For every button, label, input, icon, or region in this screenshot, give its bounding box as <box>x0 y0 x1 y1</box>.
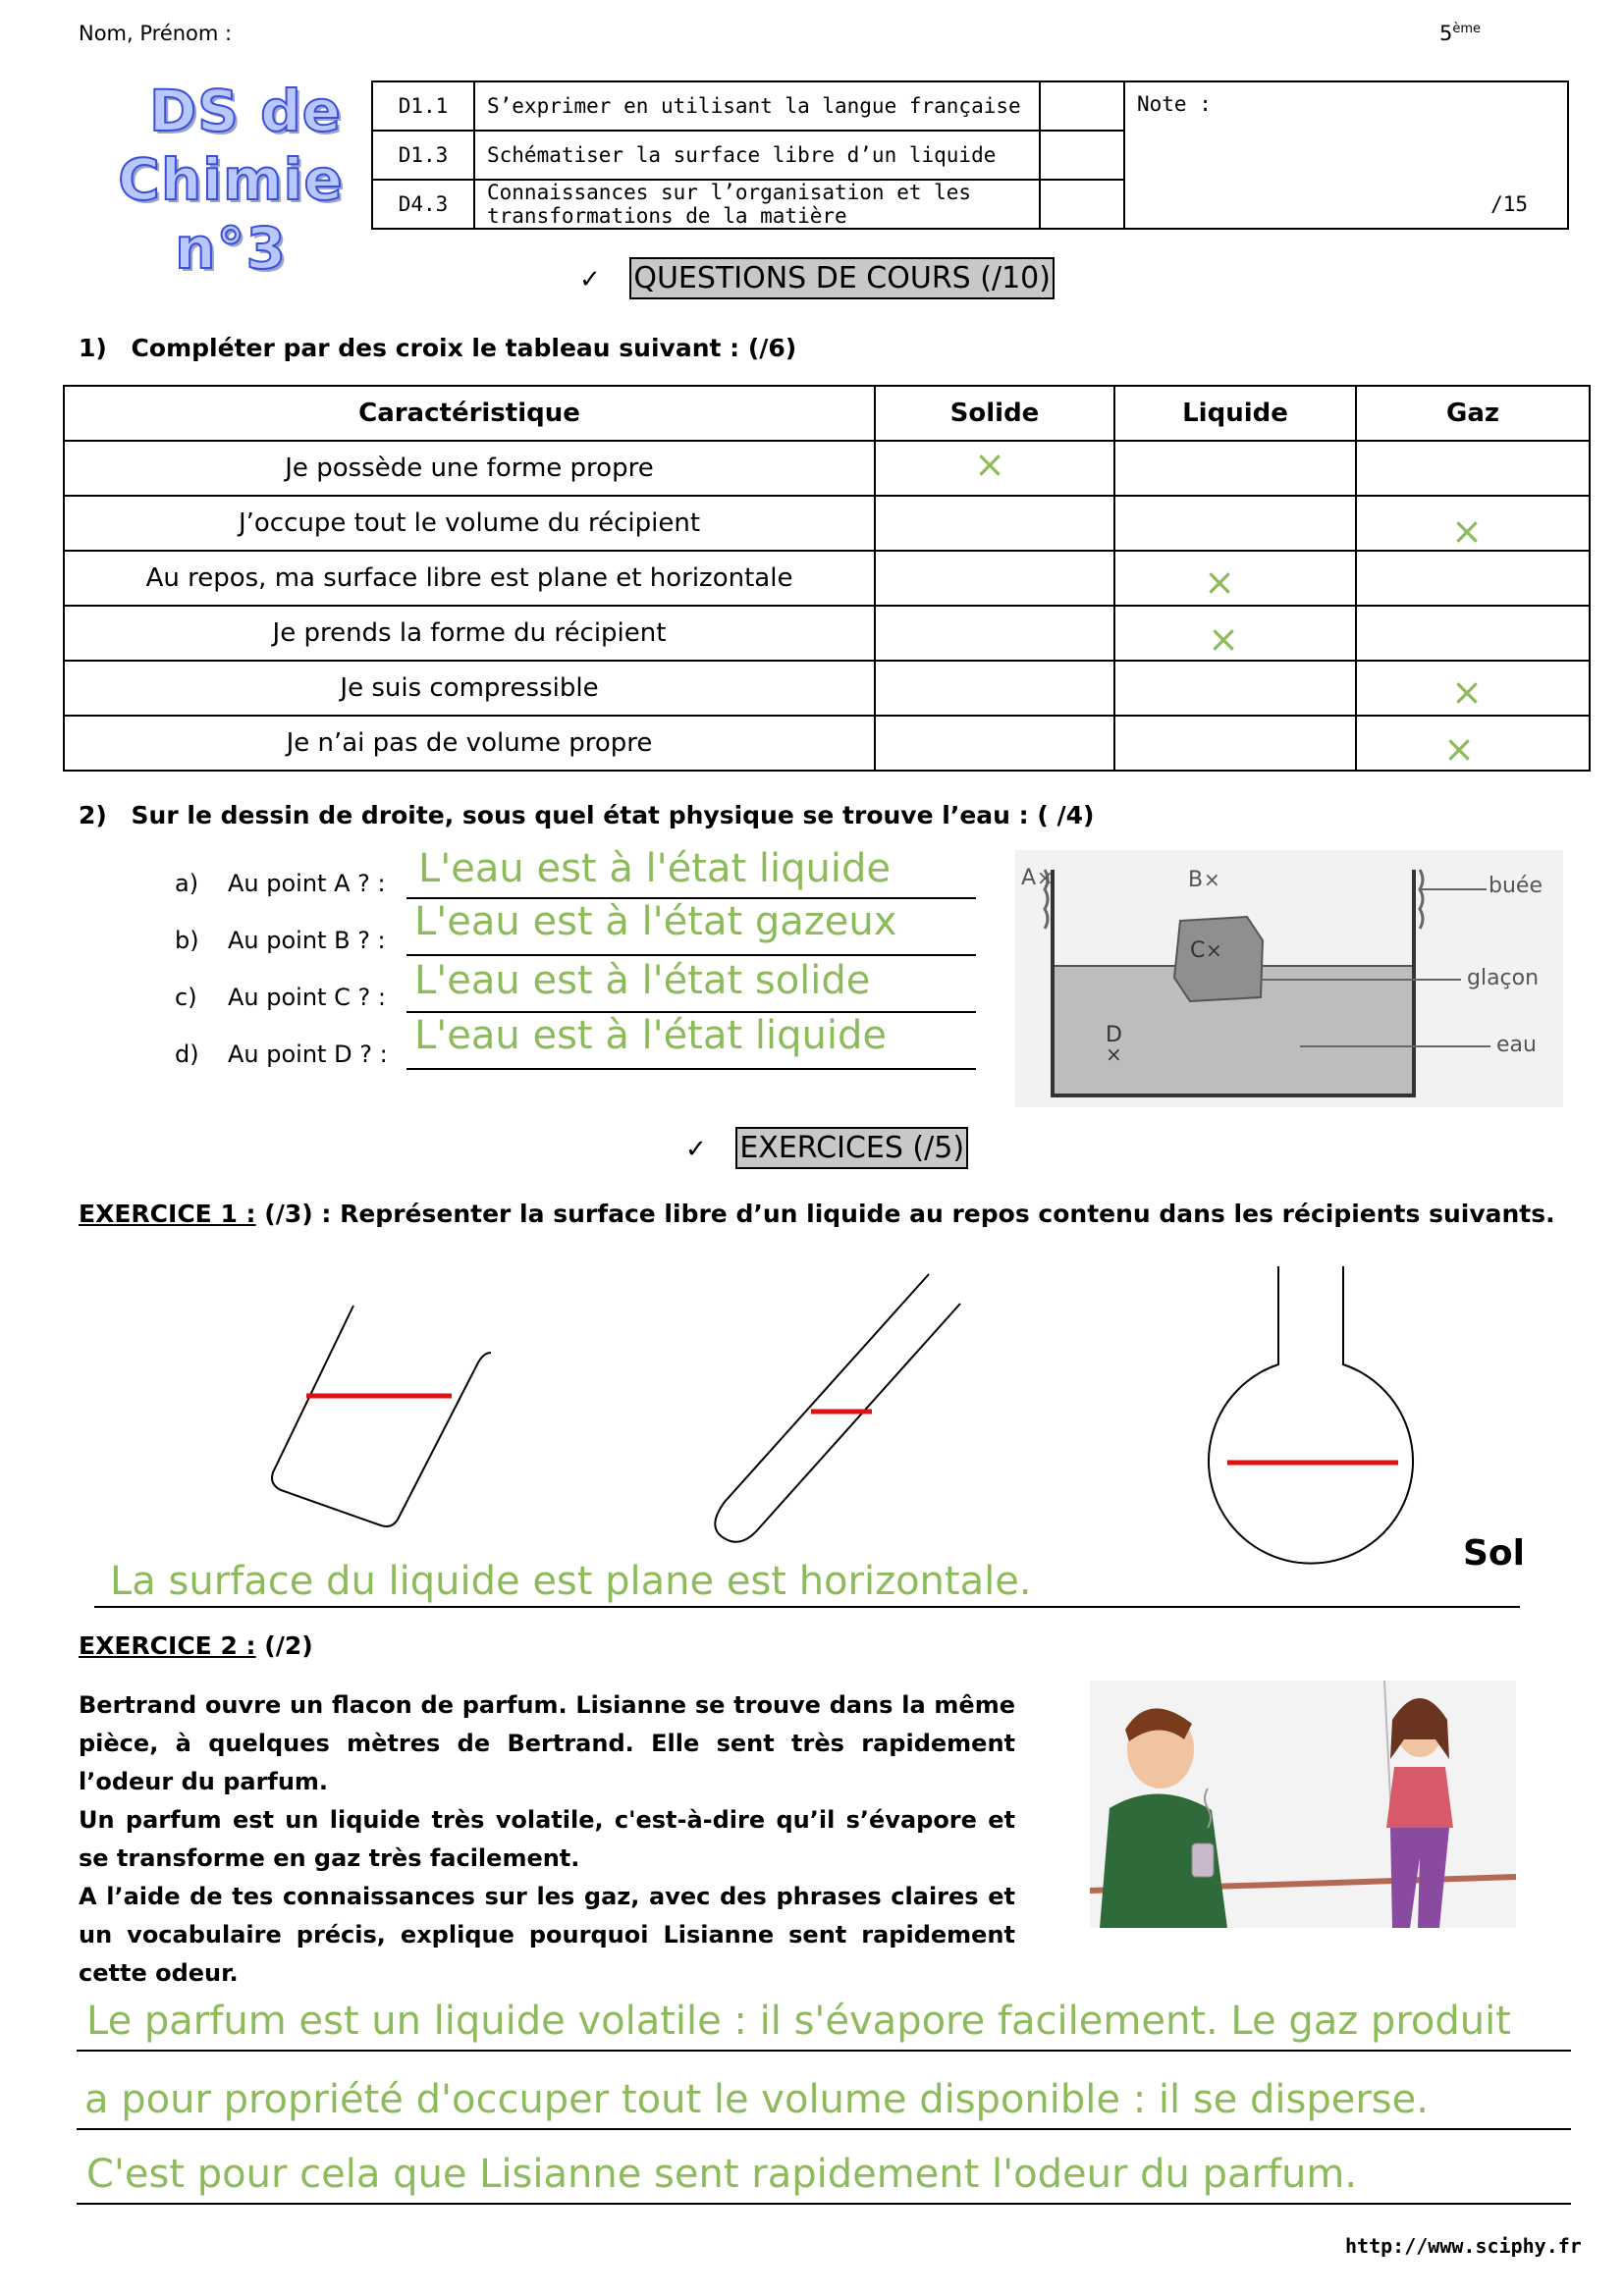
cell-gas[interactable] <box>1356 496 1590 551</box>
perfume-illustration <box>1090 1681 1516 1928</box>
girl-pants <box>1390 1828 1449 1928</box>
ice-water-figure <box>1015 850 1563 1107</box>
competency-code: D4.3 <box>372 180 474 229</box>
paragraph-line: pièce, à quelques mètres de Bertrand. Elle sent très rapidement <box>79 1730 1015 1757</box>
footer-url[interactable]: http://www.sciphy.fr <box>1345 2234 1582 2258</box>
row-label: Je possède une forme propre <box>64 441 875 496</box>
tilted-test-tube <box>715 1274 960 1542</box>
cross-mark: × <box>974 443 1005 486</box>
answer-line[interactable] <box>406 846 976 899</box>
note-label: Note : <box>1124 81 1568 180</box>
question-2 <box>79 801 1094 829</box>
competency-code: D1.3 <box>372 131 474 180</box>
cell-gas[interactable] <box>1356 661 1590 716</box>
cross-mark: × <box>1451 670 1483 714</box>
paragraph-line: un vocabulaire précis, explique pourquoi Lisianne sent rapidement <box>79 1921 1015 1949</box>
class-level-number: 5 <box>1439 22 1453 45</box>
table-row <box>64 551 1590 606</box>
label-eau: eau <box>1496 1033 1537 1057</box>
row-label: Au repos, ma surface libre est plane et horizontale <box>64 551 875 606</box>
exercise-1-title: EXERCICE 1 : <box>79 1200 256 1228</box>
competency-row <box>372 180 1568 229</box>
competency-row <box>372 81 1568 131</box>
exercise-2-answer-line-1[interactable] <box>77 1999 1571 2052</box>
label-c: C <box>1190 938 1206 963</box>
table-header <box>64 386 1590 441</box>
answer-line[interactable] <box>406 899 976 956</box>
tilted-beaker <box>272 1306 491 1526</box>
ds-logo <box>98 77 393 283</box>
check-icon: ✓ <box>685 1135 707 1164</box>
item-label: Au point C ? : <box>228 984 386 1011</box>
section-courses-heading <box>579 261 1055 295</box>
item-letter: b) <box>175 927 199 954</box>
header-solid: Solide <box>875 386 1114 441</box>
item-label: Au point B ? : <box>228 927 386 954</box>
perfume-scene <box>1090 1681 1516 1928</box>
item-label: Au point A ? : <box>228 870 386 897</box>
row-label: J’occupe tout le volume du récipient <box>64 496 875 551</box>
q2-item-c <box>175 958 980 1015</box>
logo-line-2: Chimie n°3 <box>118 146 344 282</box>
label-glacon: glaçon <box>1467 966 1540 990</box>
round-flask <box>1209 1266 1413 1564</box>
competencies-table <box>371 80 1569 230</box>
answer-text: L'eau est à l'état liquide <box>418 846 891 891</box>
question-1 <box>79 334 796 362</box>
cell-liquid[interactable] <box>1114 496 1356 551</box>
item-label: Au point D ? : <box>228 1041 388 1068</box>
cross-mark: × <box>1443 727 1475 771</box>
cell-liquid[interactable] <box>1114 441 1356 496</box>
answer-line[interactable] <box>406 1013 976 1070</box>
label-c-cross: × <box>1206 938 1222 962</box>
exercise-2-heading <box>79 1631 313 1660</box>
cell-solid[interactable] <box>875 551 1114 606</box>
cell-liquid[interactable] <box>1114 716 1356 771</box>
label-buee: buée <box>1489 874 1543 898</box>
cross-mark: × <box>1204 561 1235 604</box>
cross-mark: × <box>1451 509 1483 553</box>
exercise-1-text: : Représenter la surface libre d’un liquide au repos contenu dans les récipients suivants. <box>321 1200 1555 1228</box>
competency-score-box[interactable] <box>1040 81 1124 131</box>
exercise-1-statement <box>79 1200 1555 1228</box>
cell-liquid[interactable] <box>1114 551 1356 606</box>
answer-text: L'eau est à l'état gazeux <box>414 899 897 944</box>
row-label: Je n’ai pas de volume propre <box>64 716 875 771</box>
cross-mark: × <box>1208 617 1239 661</box>
cell-gas[interactable] <box>1356 606 1590 661</box>
header-gas: Gaz <box>1356 386 1590 441</box>
cell-solid[interactable] <box>875 661 1114 716</box>
header-liquid: Liquide <box>1114 386 1356 441</box>
paragraph-line: Un parfum est un liquide très volatile, c'est-à-dire qu’il s’évapore et <box>79 1806 1015 1834</box>
q2-item-a <box>175 846 980 901</box>
cell-solid[interactable] <box>875 441 1114 496</box>
exercise-2-answer-1: Le parfum est un liquide volatile : il s'évapore facilement. Le gaz produit <box>86 1999 1511 2044</box>
exercise-1-answer: La surface du liquide est plane est horizontale. <box>110 1559 1032 1604</box>
perfume-bottle <box>1192 1843 1214 1877</box>
section-exercises-title: EXERCICES (/5) <box>735 1127 968 1169</box>
paragraph-line: cette odeur. <box>79 1959 239 1987</box>
condensation-right <box>1420 870 1423 929</box>
name-label: Nom, Prénom : <box>79 22 233 45</box>
competency-label: Schématiser la surface libre d’un liquide <box>474 131 1040 180</box>
label-d: D <box>1106 1023 1122 1047</box>
question-2-number: 2) <box>79 801 107 829</box>
question-2-text: Sur le dessin de droite, sous quel état physique se trouve l’eau : ( /4) <box>131 801 1095 829</box>
class-level-sup: ème <box>1452 22 1482 36</box>
competency-label: S’exprimer en utilisant la langue française <box>474 81 1040 131</box>
cell-liquid[interactable] <box>1114 606 1356 661</box>
competency-score-box[interactable] <box>1040 180 1124 229</box>
note-total: /15 <box>1124 180 1568 229</box>
sol-label: Sol <box>1463 1533 1525 1574</box>
paragraph-line: A l’aide de tes connaissances sur les gaz, avec des phrases claires et <box>79 1883 1015 1910</box>
logo-line-1: DS de <box>149 78 342 144</box>
cell-liquid[interactable] <box>1114 661 1356 716</box>
girl-top <box>1386 1767 1453 1828</box>
row-label: Je suis compressible <box>64 661 875 716</box>
item-letter: d) <box>175 1041 199 1068</box>
exercise-2-title: EXERCICE 2 : <box>79 1631 256 1660</box>
header-characteristic: Caractéristique <box>64 386 875 441</box>
cell-solid[interactable] <box>875 496 1114 551</box>
competency-code: D1.1 <box>372 81 474 131</box>
exercise-1-answer-line[interactable] <box>94 1559 1520 1608</box>
table-row <box>64 606 1590 661</box>
question-1-text: Compléter par des croix le tableau suivant : (/6) <box>131 334 797 362</box>
competency-score-box[interactable] <box>1040 131 1124 180</box>
table-row <box>64 716 1590 771</box>
exercise-2-paragraph <box>79 1686 1015 1993</box>
class-level <box>1439 22 1481 45</box>
section-courses-title: QUESTIONS DE COURS (/10) <box>629 257 1055 299</box>
exercise-2-points: (/2) <box>264 1631 313 1660</box>
item-letter: c) <box>175 984 197 1011</box>
paragraph-line: se transforme en gaz très facilement. <box>79 1844 580 1872</box>
q2-item-d <box>175 1013 980 1072</box>
cell-gas[interactable] <box>1356 716 1590 771</box>
exercise-1-points: (/3) <box>264 1200 313 1228</box>
row-label: Je prends la forme du récipient <box>64 606 875 661</box>
exercise-2-answer-line-2[interactable] <box>77 2077 1571 2130</box>
table-row <box>64 496 1590 551</box>
label-b: B <box>1188 868 1204 892</box>
check-icon: ✓ <box>579 265 601 294</box>
table-row <box>64 441 1590 496</box>
exercise-2-answer-3: C'est pour cela que Lisianne sent rapidement l'odeur du parfum. <box>86 2152 1358 2197</box>
question-1-number: 1) <box>79 334 107 362</box>
exercise-2-answer-line-3[interactable] <box>77 2152 1571 2205</box>
label-a: A <box>1021 866 1037 890</box>
q2-item-b <box>175 899 980 958</box>
label-d-cross: × <box>1106 1042 1122 1066</box>
cell-gas[interactable] <box>1356 551 1590 606</box>
cell-solid[interactable] <box>875 606 1114 661</box>
paragraph-line: l’odeur du parfum. <box>79 1768 329 1795</box>
paragraph-line: Bertrand ouvre un flacon de parfum. Lisianne se trouve dans la même <box>79 1691 1015 1719</box>
table-row <box>64 661 1590 716</box>
containers-drawing <box>255 1266 1532 1580</box>
competency-label: Connaissances sur l’organisation et les transformations de la matière <box>474 180 1040 229</box>
answer-text: L'eau est à l'état solide <box>414 958 871 1003</box>
answer-line[interactable] <box>406 958 976 1013</box>
section-exercises-heading <box>685 1131 968 1165</box>
cell-gas[interactable] <box>1356 441 1590 496</box>
label-b-cross: × <box>1204 868 1220 891</box>
answer-text: L'eau est à l'état liquide <box>414 1013 887 1058</box>
label-a-cross: × <box>1037 866 1054 889</box>
item-letter: a) <box>175 870 199 897</box>
cell-solid[interactable] <box>875 716 1114 771</box>
exercise-2-answer-2: a pour propriété d'occuper tout le volume disponible : il se disperse. <box>84 2077 1429 2122</box>
properties-table <box>63 385 1591 772</box>
